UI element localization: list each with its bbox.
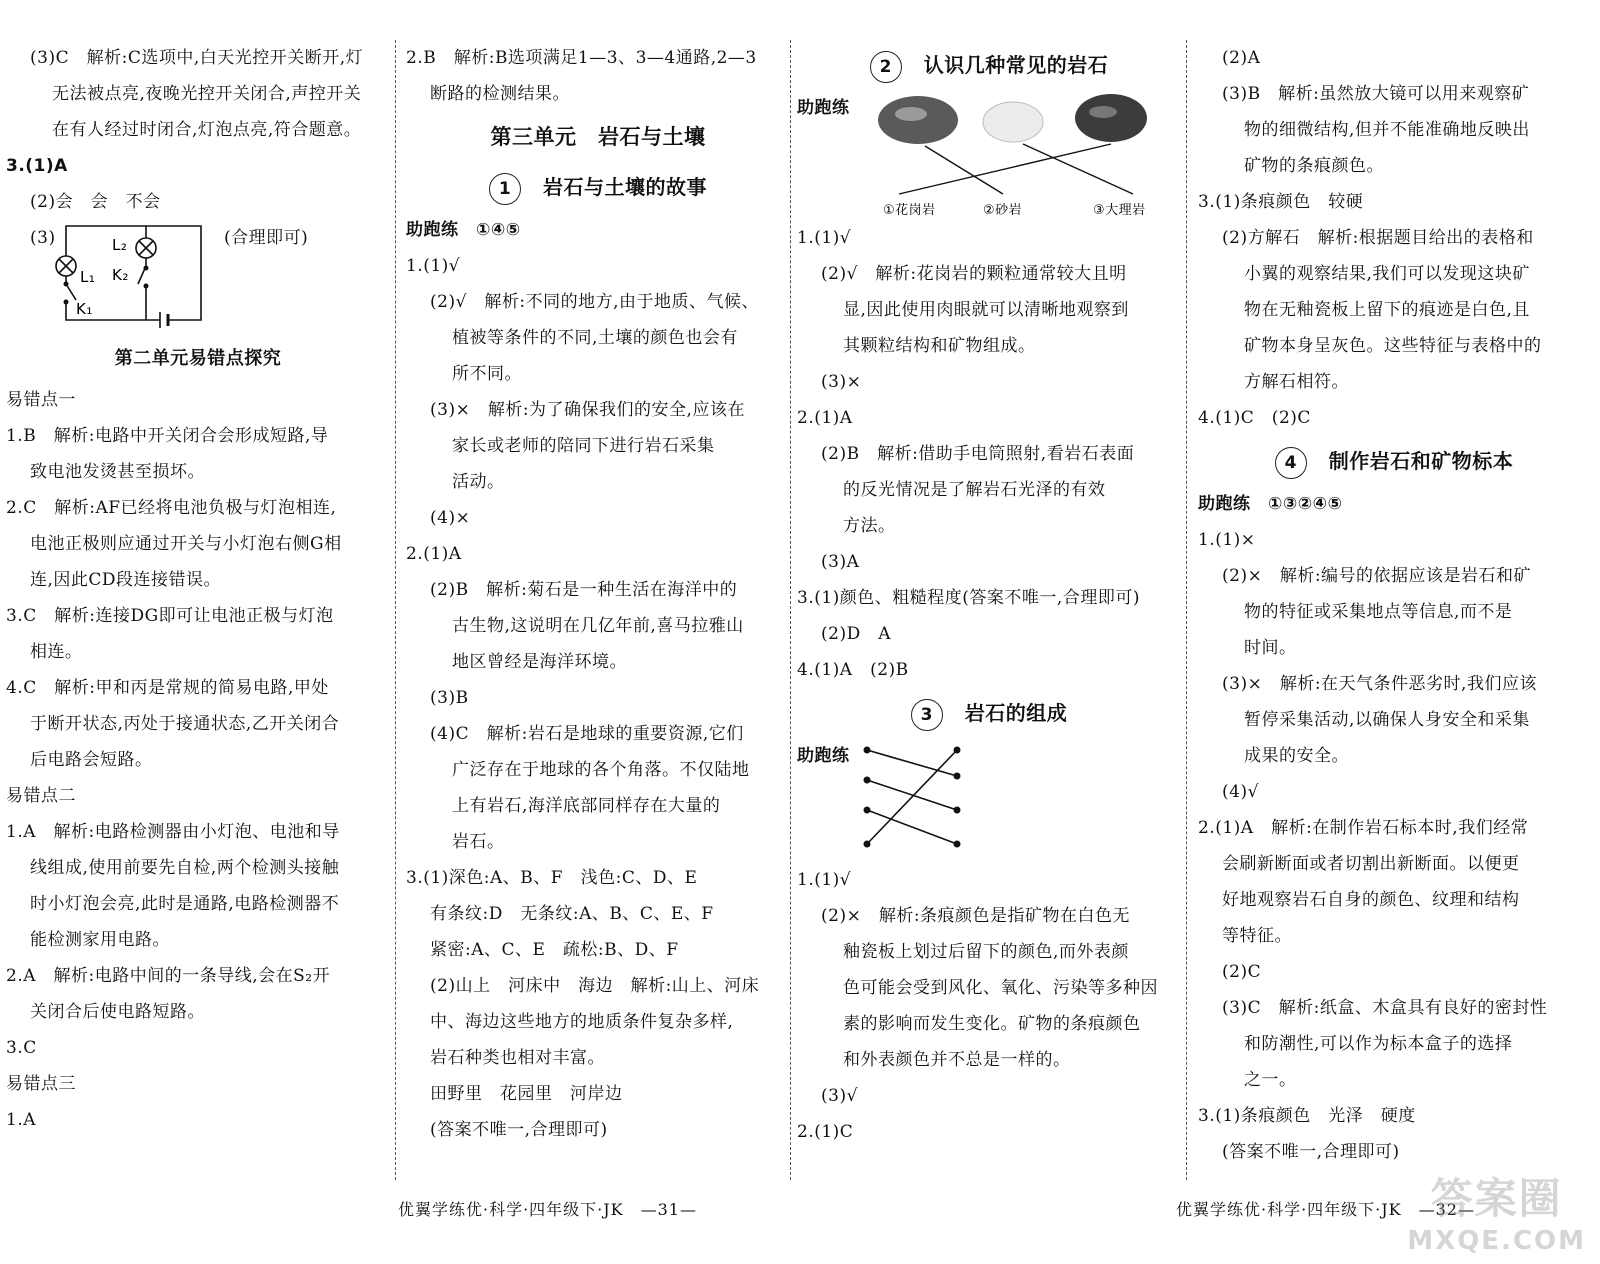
answer-line: (2)√ 解析:不同的地方,由于地质、气候、 <box>430 292 760 312</box>
answer-line: (2)B 解析:借助手电筒照射,看岩石表面 <box>821 444 1135 464</box>
answer-line: 1.A <box>6 1110 36 1130</box>
answer-line: 之一。 <box>1244 1070 1297 1090</box>
answer-line: 1.B 解析:电路中开关闭合会形成短路,导 <box>6 426 329 446</box>
answer-line: (3)B 解析:虽然放大镜可以用来观察矿 <box>1222 84 1530 104</box>
answer-line: 和外表颜色并不总是一样的。 <box>843 1050 1071 1070</box>
answer-line: (2)× 解析:条痕颜色是指矿物在白色无 <box>821 906 1131 926</box>
answer-line: 2.(1)A 解析:在制作岩石标本时,我们经常 <box>1198 818 1529 838</box>
page-footer-left: 优翼学练优·科学·四年级下·JK —31— <box>398 1200 697 1219</box>
answer-line: (答案不唯一,合理即可) <box>430 1120 608 1140</box>
answer-line: 好地观察岩石自身的颜色、纹理和结构 <box>1222 890 1520 910</box>
rock-image-sandstone <box>1075 94 1147 142</box>
answer-line: 岩石。 <box>452 832 505 852</box>
answer-line: 矿物本身呈灰色。这些特征与表格中的 <box>1244 336 1542 356</box>
matching-lines-diagram <box>857 740 997 864</box>
warmup-label: 助跑练 <box>797 746 850 766</box>
answer-line: 的反光情况是了解岩石光泽的有效 <box>843 480 1106 500</box>
answer-line: 上有岩石,海洋底部同样存在大量的 <box>452 796 721 816</box>
answer-line: 时小灯泡会亮,此时是通路,电路检测器不 <box>30 894 340 914</box>
watermark-text: 答案圈 <box>1430 1174 1563 1223</box>
answer-line: 和防潮性,可以作为标本盒子的选择 <box>1244 1034 1513 1054</box>
answer-line: 中、海边这些地方的地质条件复杂多样, <box>430 1012 734 1032</box>
answer-line: 3.(1)A <box>6 156 68 176</box>
answer-line: 后电路会短路。 <box>30 750 153 770</box>
answer-line: 会刷新断面或者切割出新断面。以便更 <box>1222 854 1520 874</box>
answer-line: 釉瓷板上划过后留下的颜色,而外表颜 <box>843 942 1129 962</box>
answer-line: 物在无釉瓷板上留下的痕迹是白色,且 <box>1244 300 1530 320</box>
answer-line: 物的特征或采集地点等信息,而不是 <box>1244 602 1513 622</box>
warmup-label: 助跑练 <box>797 98 850 118</box>
column-4 <box>1198 40 1590 1170</box>
answer-line: 断路的检测结果。 <box>430 84 570 104</box>
column-1 <box>6 40 390 1138</box>
lesson-number: 1 <box>489 173 521 205</box>
label-l1: L₁ <box>80 268 96 286</box>
answer-line: 2.B 解析:B选项满足1—3、3—4通路,2—3 <box>406 48 757 68</box>
answer-line: 暂停采集活动,以确保人身安全和采集 <box>1244 710 1530 730</box>
section-subhead: 易错点二 <box>6 786 76 806</box>
answer-line: 紧密:A、C、E 疏松:B、D、F <box>430 940 679 960</box>
answer-line: 能检测家用电路。 <box>30 930 170 950</box>
warmup-answer: 助跑练 ①④⑤ <box>406 220 521 240</box>
column-divider <box>395 40 396 1180</box>
answer-line: 1.A 解析:电路检测器由小灯泡、电池和导 <box>6 822 340 842</box>
answer-prefix: (3) <box>30 228 56 248</box>
answer-line: (2)会 会 不会 <box>30 192 161 212</box>
answer-line: 其颗粒结构和矿物组成。 <box>843 336 1036 356</box>
lesson-title: 制作岩石和矿物标本 <box>1328 449 1514 473</box>
answer-line: 于断开状态,丙处于接通状态,乙开关闭合 <box>30 714 340 734</box>
switch-k1 <box>66 284 76 300</box>
column-2 <box>406 40 790 1148</box>
answer-line: 岩石种类也相对丰富。 <box>430 1048 605 1068</box>
answer-line: 素的影响而发生变化。矿物的条痕颜色 <box>843 1014 1141 1034</box>
answer-line: (3)A <box>821 552 860 572</box>
answer-line: (4)√ <box>1222 782 1259 802</box>
answer-line: (2)A <box>1222 48 1261 68</box>
answer-line: 方法。 <box>843 516 896 536</box>
answer-line: (2)C <box>1222 962 1262 982</box>
section-subhead: 易错点一 <box>6 390 76 410</box>
answer-line: 线组成,使用前要先自检,两个检测头接触 <box>30 858 340 878</box>
answer-line: 方解石相符。 <box>1244 372 1349 392</box>
label-l2: L₂ <box>112 236 128 254</box>
label-k1: K₁ <box>76 300 93 318</box>
answer-line: (3)× <box>821 372 862 392</box>
rock-label: ①花岗岩 <box>883 203 936 218</box>
answer-line: 相连。 <box>30 642 83 662</box>
answer-line: 活动。 <box>452 472 505 492</box>
answer-line: 2.A 解析:电路中间的一条导线,会在S₂开 <box>6 966 331 986</box>
answer-line: 3.(1)条痕颜色 光泽 硬度 <box>1198 1106 1416 1126</box>
watermark-url: MXQE.COM <box>1407 1226 1586 1256</box>
rock-matching-diagram <box>863 90 1173 220</box>
answer-line: 广泛存在于地球的各个角落。不仅陆地 <box>452 760 750 780</box>
answer-line: 3.C <box>6 1038 37 1058</box>
answer-line: 4.C 解析:甲和丙是常规的简易电路,甲处 <box>6 678 329 698</box>
answer-line: (2)B 解析:菊石是一种生活在海洋中的 <box>430 580 738 600</box>
answer-line: 致电池发烫甚至损坏。 <box>30 462 205 482</box>
answer-line: 时间。 <box>1244 638 1297 658</box>
column-divider <box>790 40 791 1180</box>
answer-line: 矿物的条痕颜色。 <box>1244 156 1384 176</box>
answer-line: (3)B <box>430 688 469 708</box>
warmup-answer: 助跑练 ①③②④⑤ <box>1198 494 1343 514</box>
lesson-number: 4 <box>1275 447 1307 479</box>
page-footer-right: 优翼学练优·科学·四年级下·JK —32— <box>1176 1200 1475 1219</box>
answer-line: (3)× 解析:为了确保我们的安全,应该在 <box>430 400 745 420</box>
answer-line: (2)√ 解析:花岗岩的颗粒通常较大且明 <box>821 264 1127 284</box>
lesson-heading <box>406 162 790 212</box>
lesson-number: 3 <box>911 699 943 731</box>
matching-lines-figure <box>797 738 1181 862</box>
answer-line: 植被等条件的不同,土壤的颜色也会有 <box>452 328 738 348</box>
answer-line: (2)方解石 解析:根据题目给出的表格和 <box>1222 228 1534 248</box>
answer-line: 无法被点亮,夜晚光控开关闭合,声控开关 <box>52 84 362 104</box>
answer-line: (2)× 解析:编号的依据应该是岩石和矿 <box>1222 566 1532 586</box>
unit-title: 第三单元 岩石与土壤 <box>490 125 706 149</box>
answer-line: (3)√ <box>821 1086 858 1106</box>
rock-image-marble <box>983 102 1043 142</box>
answer-line: (2)山上 河床中 海边 解析:山上、河床 <box>430 976 760 996</box>
answer-line: 显,因此使用肉眼就可以清晰地观察到 <box>843 300 1129 320</box>
circuit-diagram <box>46 220 266 336</box>
answer-line: 物的细微结构,但并不能准确地反映出 <box>1244 120 1530 140</box>
answer-note: (合理即可) <box>224 228 309 248</box>
answer-line: 1.(1)√ <box>406 256 461 276</box>
answer-line: 所不同。 <box>452 364 522 384</box>
lesson-title: 岩石的组成 <box>964 701 1068 725</box>
answer-line: 电池正极则应通过开关与小灯泡右侧G相 <box>30 534 342 554</box>
answer-line: 连,因此CD段连接错误。 <box>30 570 222 590</box>
answer-line: 2.(1)A <box>406 544 462 564</box>
answer-line: (3)× 解析:在天气条件恶劣时,我们应该 <box>1222 674 1537 694</box>
answer-line: 1.(1)√ <box>797 228 852 248</box>
answer-line: 2.(1)A <box>797 408 853 428</box>
answer-line: (4)× <box>430 508 471 528</box>
label-k2: K₂ <box>112 266 129 284</box>
circuit-diagram-block <box>6 220 390 336</box>
answer-line: 小翼的观察结果,我们可以发现这块矿 <box>1244 264 1530 284</box>
answer-line: 有条纹:D 无条纹:A、B、C、E、F <box>430 904 714 924</box>
answer-line: 4.(1)A (2)B <box>797 660 909 680</box>
answer-line: 4.(1)C (2)C <box>1198 408 1311 428</box>
section-title: 第二单元易错点探究 <box>114 348 282 369</box>
lesson-heading <box>1198 436 1590 486</box>
answer-line: 3.(1)条痕颜色 较硬 <box>1198 192 1364 212</box>
answer-line: 等特征。 <box>1222 926 1292 946</box>
answer-line: 1.(1)× <box>1198 530 1256 550</box>
answer-line: 2.(1)C <box>797 1122 854 1142</box>
answer-line: 家长或老师的陪同下进行岩石采集 <box>452 436 715 456</box>
section-subhead: 易错点三 <box>6 1074 76 1094</box>
answer-line: (3)C 解析:纸盒、木盒具有良好的密封性 <box>1222 998 1548 1018</box>
lesson-heading <box>797 688 1181 738</box>
watermark-logo <box>1407 1166 1586 1256</box>
answer-line: 1.(1)√ <box>797 870 852 890</box>
column-divider <box>1186 40 1187 1180</box>
column-3 <box>797 40 1181 1150</box>
answer-line: 地区曾经是海洋环境。 <box>452 652 627 672</box>
answer-line: 3.(1)颜色、粗糙程度(答案不唯一,合理即可) <box>797 588 1140 608</box>
answer-line: (4)C 解析:岩石是地球的重要资源,它们 <box>430 724 744 744</box>
lesson-heading <box>797 40 1181 90</box>
answer-line: 3.(1)深色:A、B、F 浅色:C、D、E <box>406 868 698 888</box>
answer-line: 关闭合后使电路短路。 <box>30 1002 205 1022</box>
rock-label: ②砂岩 <box>983 203 1023 218</box>
lesson-title: 岩石与土壤的故事 <box>543 175 707 199</box>
rock-label: ③大理岩 <box>1093 203 1146 218</box>
rock-matching-figure <box>797 90 1181 220</box>
answer-line: (2)D A <box>821 624 891 644</box>
answer-line: 田野里 花园里 河岸边 <box>430 1084 623 1104</box>
answer-line: 2.C 解析:AF已经将电池负极与灯泡相连, <box>6 498 337 518</box>
answer-line: 在有人经过时闭合,灯泡点亮,符合题意。 <box>52 120 362 140</box>
lesson-title: 认识几种常见的岩石 <box>923 53 1109 77</box>
lesson-number: 2 <box>870 51 902 83</box>
answer-line: 成果的安全。 <box>1244 746 1349 766</box>
answer-line: (3)C 解析:C选项中,白天光控开关断开,灯 <box>30 48 364 68</box>
answer-line: 3.C 解析:连接DG即可让电池正极与灯泡 <box>6 606 334 626</box>
answer-line: 古生物,这说明在几亿年前,喜马拉雅山 <box>452 616 744 636</box>
answer-line: 色可能会受到风化、氧化、污染等多种因 <box>843 978 1158 998</box>
answer-line: (答案不唯一,合理即可) <box>1222 1142 1400 1162</box>
